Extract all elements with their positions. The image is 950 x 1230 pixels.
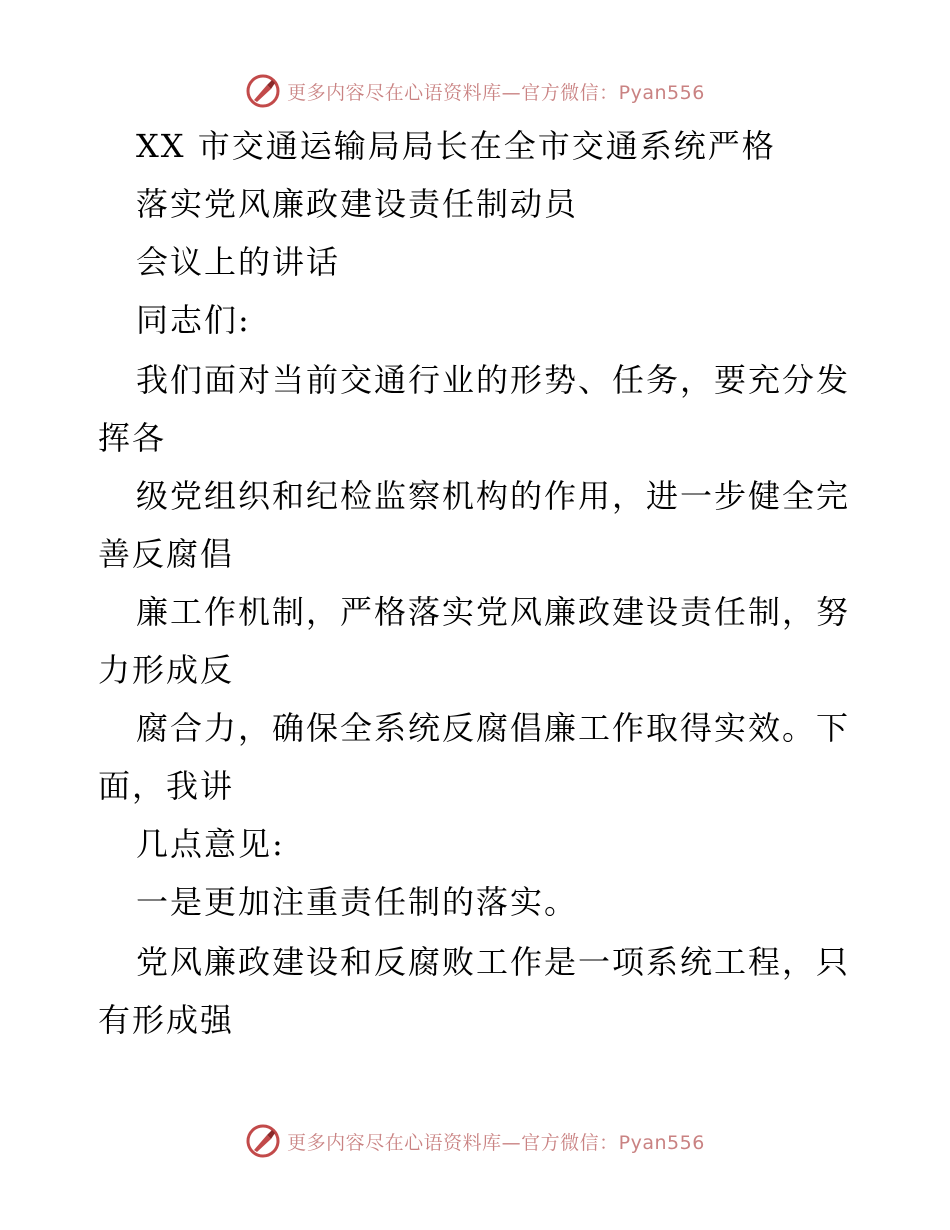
paragraph-line: 挥各 <box>98 419 167 457</box>
paragraph-line: 级党组织和纪检监察机构的作用，进一步健全完 <box>136 477 851 515</box>
paragraph-line: 有形成强 <box>98 1001 235 1039</box>
watermark-text: 更多内容尽在心语资料库—官方微信：Pyan556 <box>287 1131 705 1154</box>
watermark-text: 更多内容尽在心语资料库—官方微信：Pyan556 <box>287 81 705 104</box>
paragraph-line: 面，我讲 <box>98 767 235 805</box>
paragraph-line: 我们面对当前交通行业的形势、任务，要充分发 <box>136 361 851 399</box>
header-watermark <box>0 73 950 109</box>
salutation: 同志们: <box>136 301 251 339</box>
title-line-2: 落实党风廉政建设责任制动员 <box>136 185 579 223</box>
footer-watermark <box>0 1123 950 1159</box>
paragraph-line: 腐合力，确保全系统反腐倡廉工作取得实效。下 <box>136 709 851 747</box>
fountain-pen-logo-icon <box>245 73 281 109</box>
paragraph-line: 廉工作机制，严格落实党风廉政建设责任制，努 <box>136 593 851 631</box>
paragraph-line: 善反腐倡 <box>98 535 235 573</box>
paragraph-line: 党风廉政建设和反腐败工作是一项系统工程，只 <box>136 943 851 981</box>
fountain-pen-logo-icon <box>245 1123 281 1159</box>
title-line-1: XX 市交通运输局局长在全市交通系统严格 <box>136 127 776 165</box>
section-heading: 一是更加注重责任制的落实。 <box>136 883 579 921</box>
title-line-3: 会议上的讲话 <box>136 243 341 281</box>
paragraph-line: 几点意见: <box>136 825 285 863</box>
paragraph-line: 力形成反 <box>98 651 235 689</box>
